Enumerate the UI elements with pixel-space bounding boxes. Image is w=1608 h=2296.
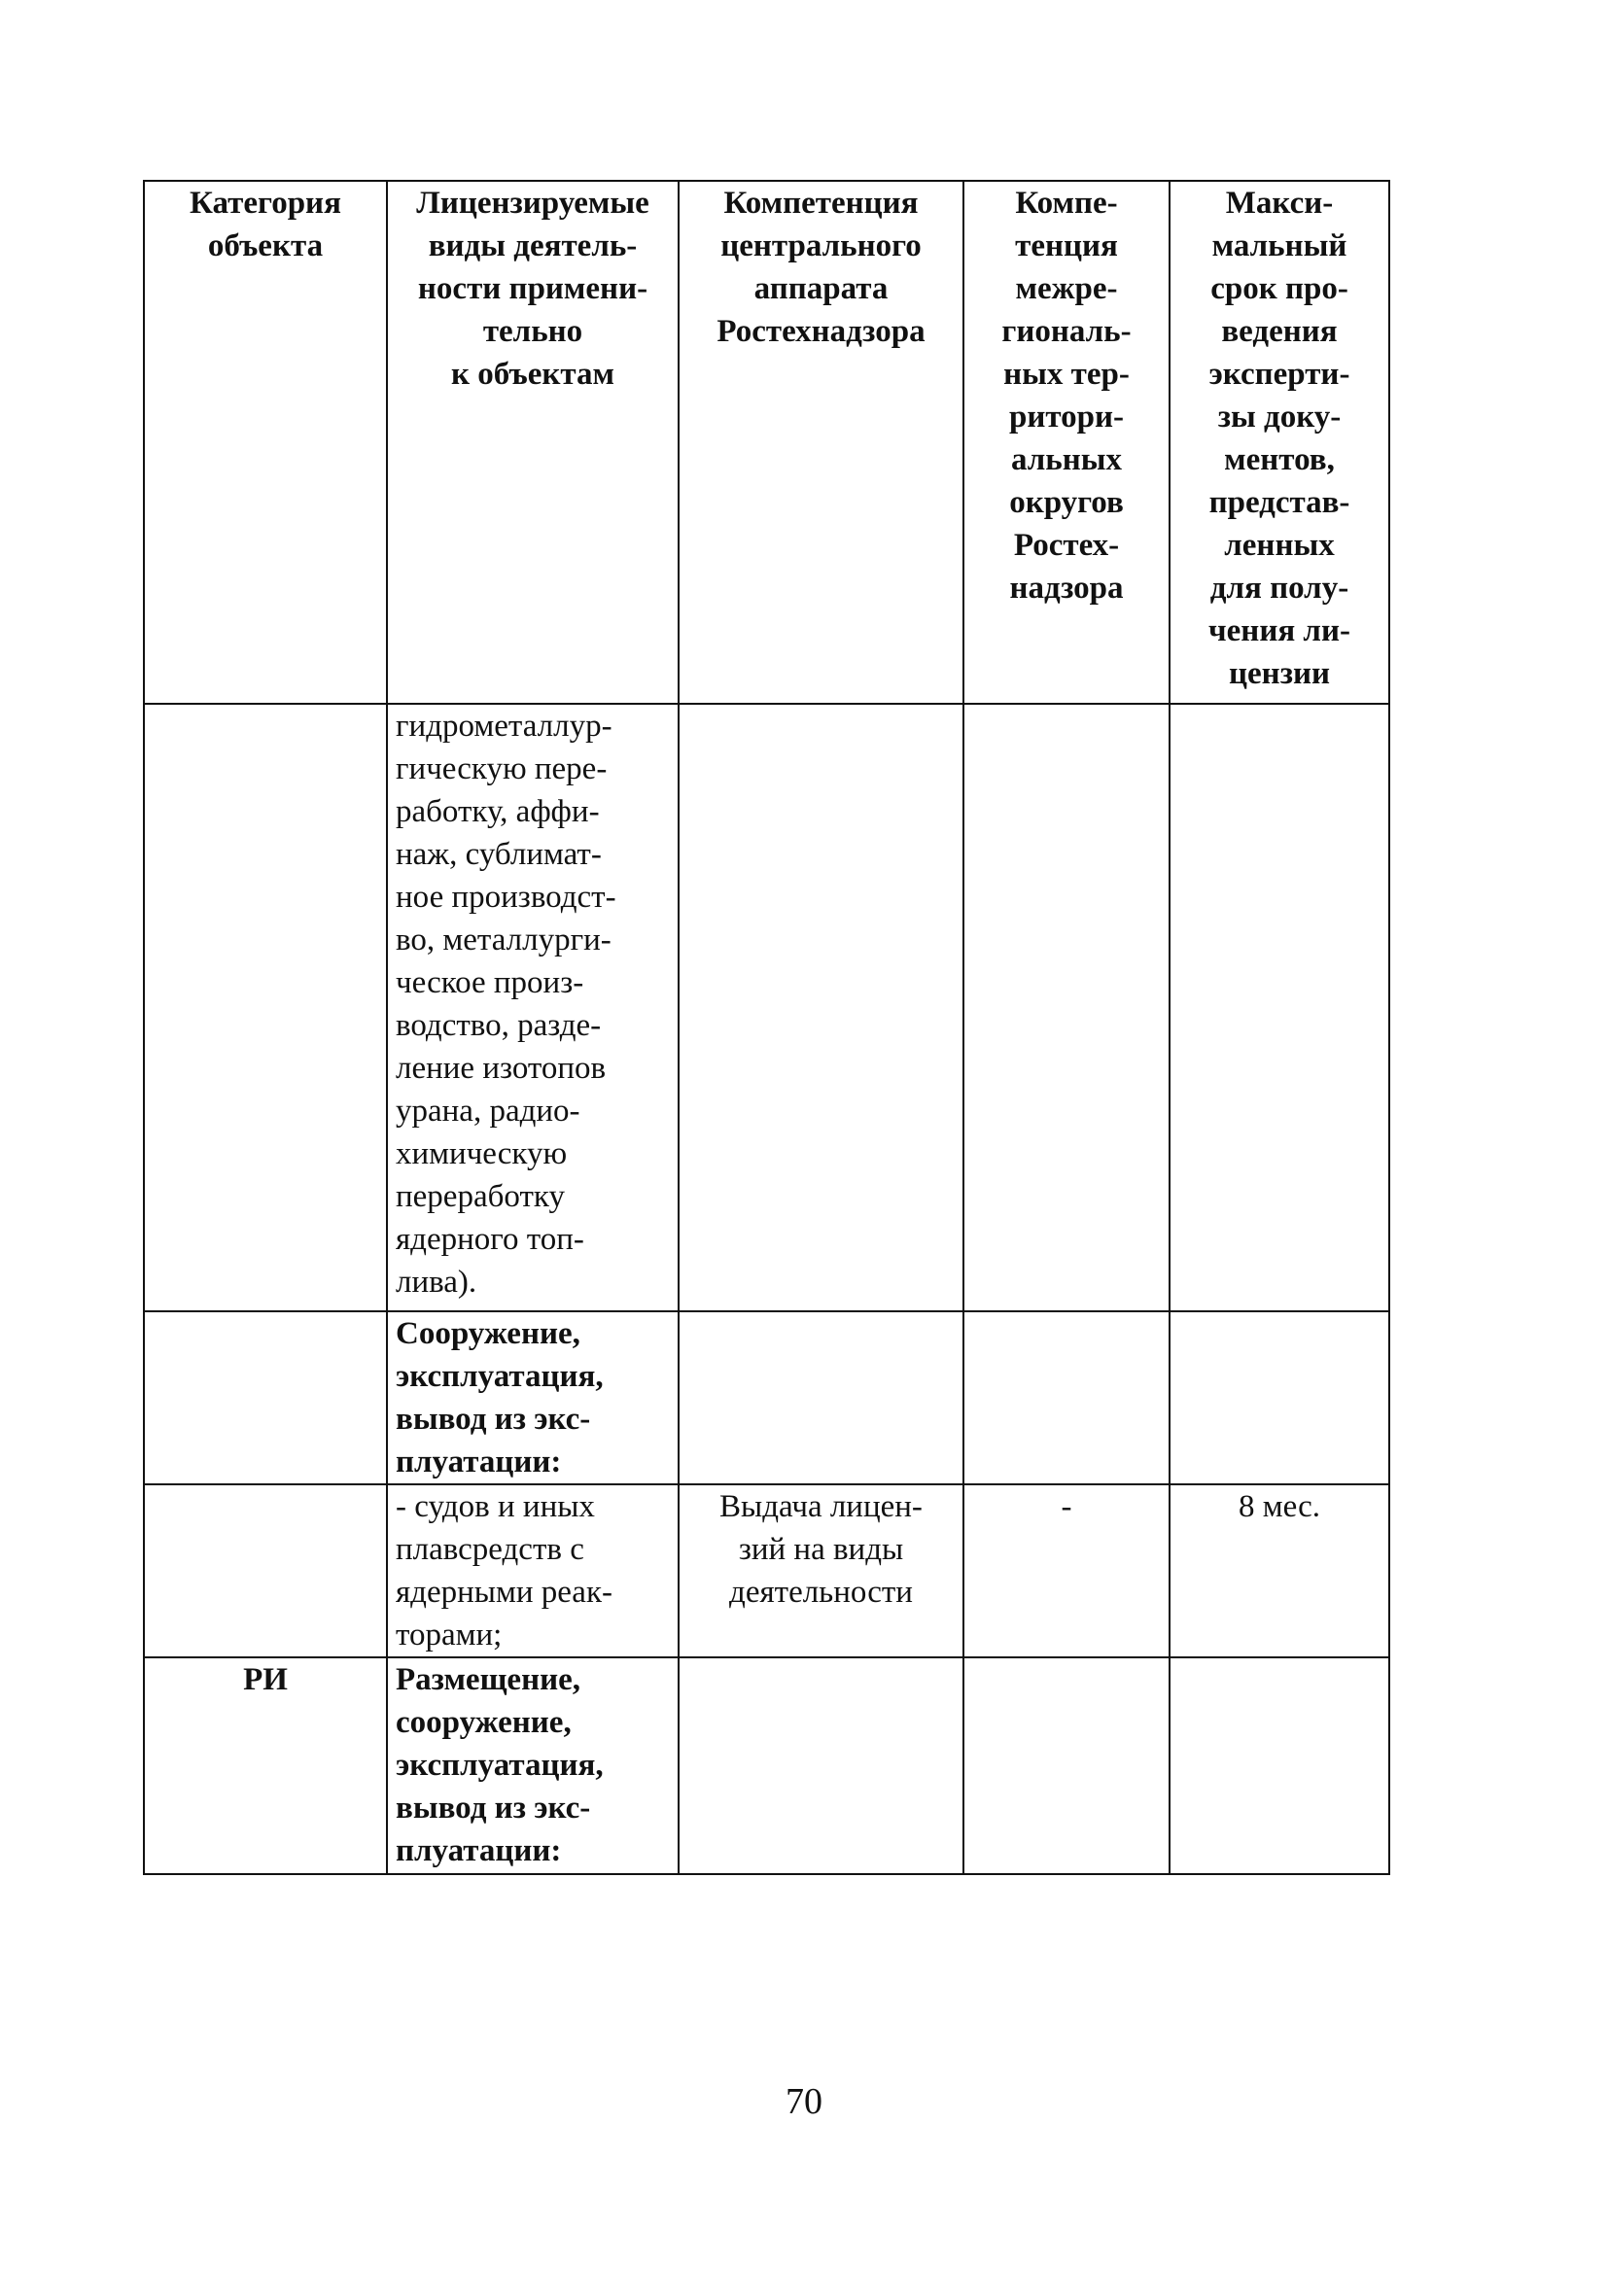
page-number: 70 <box>786 2081 822 2122</box>
cell-regional: - <box>963 1484 1170 1657</box>
cell-term <box>1170 1311 1389 1484</box>
cell-regional <box>963 1657 1170 1874</box>
cell-term: 8 мес. <box>1170 1484 1389 1657</box>
cell-activity: Сооружение, эксплуатация, вывод из экс- плуатации: <box>387 1311 679 1484</box>
cell-central <box>679 1311 963 1484</box>
cell-category <box>144 1311 387 1484</box>
header-object-category: Категория объекта <box>144 181 387 704</box>
cell-regional <box>963 1311 1170 1484</box>
cell-activity: - судов и иных плавсредств с ядерными реак- торами; <box>387 1484 679 1657</box>
cell-category <box>144 1484 387 1657</box>
header-max-review-term: Макси- мальный срок про- ведения эксперти- зы доку- ментов, представ- ленных для полу- чения ли- цензии <box>1170 181 1389 704</box>
cell-term <box>1170 1657 1389 1874</box>
cell-central: Выдача лицен- зий на виды деятельности <box>679 1484 963 1657</box>
cell-category: РИ <box>144 1657 387 1874</box>
table-row <box>144 1657 1389 1874</box>
cell-category <box>144 704 387 1311</box>
cell-regional <box>963 704 1170 1311</box>
cell-activity: Размещение, сооружение, эксплуатация, вывод из экс- плуатации: <box>387 1657 679 1874</box>
licensing-table <box>143 180 1390 1875</box>
header-central-competence: Компетенция центрального аппарата Ростехнадзора <box>679 181 963 704</box>
cell-central <box>679 1657 963 1874</box>
table-header-row <box>144 181 1389 704</box>
header-regional-competence: Компе- тенция межре- гиональ- ных тер- ритори- альных округов Ростех- надзора <box>963 181 1170 704</box>
table-row <box>144 704 1389 1311</box>
table-row <box>144 1311 1389 1484</box>
header-licensed-activities: Лицензируемые виды деятель- ности примени- тельно к объектам <box>387 181 679 704</box>
cell-term <box>1170 704 1389 1311</box>
table-row <box>144 1484 1389 1657</box>
cell-activity: гидрометаллур- гическую пере- работку, аффи- наж, сублимат- ное производст- во, металлурги- ческое произ- водство, разде- ление изотопов урана, радио- химическую переработку ядерного топ- лива). <box>387 704 679 1311</box>
cell-central <box>679 704 963 1311</box>
